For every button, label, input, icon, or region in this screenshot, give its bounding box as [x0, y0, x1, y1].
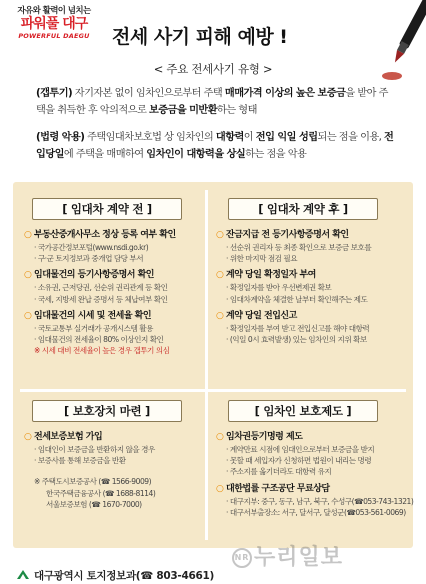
checklist-detail: · 확정일자를 받아 우선변제권 확보 — [226, 283, 332, 293]
logo-slogan: 자유와 활력이 넘치는 — [17, 6, 91, 16]
checklist-detail: · 확정일자를 부여 받고 전입신고를 해야 대항력 — [226, 323, 370, 333]
watermark — [232, 540, 343, 571]
checklist-item-label: 임대물건의 등기사항증명서 확인 — [34, 270, 154, 281]
checklist-item-label: 대한법률 구조공단 무료상담 — [226, 483, 330, 494]
quadrant-tenant — [216, 430, 414, 518]
definition-text: 자기자본 없이 임차인으로부터 주택 — [72, 88, 225, 99]
spacer — [24, 466, 204, 476]
checklist-detail: · 위한 마지막 점검 필요 — [226, 254, 298, 264]
checklist-detail: · 국가공간정보포털(www.nsdi.go.kr) — [34, 243, 149, 252]
definition-text: 하는 점을 악용 — [245, 148, 307, 160]
definition-body — [36, 88, 388, 116]
checklist-item — [216, 482, 404, 496]
definition-text: 하는 형태 — [217, 104, 257, 116]
logo — [6, 4, 102, 40]
checklist-detail: · (익일 0시 효력발생) 있는 임차인의 지위 확보 — [226, 335, 367, 345]
section-subtitle: < 주요 전세사기 유형 > — [153, 62, 273, 76]
circle-bullet-icon: ○ — [216, 230, 226, 240]
checklist-detail: · 임대차계약을 체결한 날부터 확인해주는 제도 — [226, 294, 368, 304]
checklist-detail: · 계약만료 시점에 임대인으로부터 보증금을 받지 — [226, 445, 375, 454]
definition-text: 에 주택을 매매하여 — [63, 148, 147, 160]
definition-highlight: 전입당일 — [36, 132, 394, 160]
definition-text: 주택임대차보호법 상 임차인의 — [84, 132, 216, 143]
definition-highlight: 대항력 — [215, 132, 244, 143]
checklist-detail: · 선순위 권리자 등 최종 확인으로 보증금 보호를 — [226, 243, 372, 252]
checklist-item — [24, 268, 204, 282]
quadrant-before — [24, 228, 204, 356]
watermark-text: 누리일보 — [254, 545, 344, 570]
divider-horizontal — [20, 389, 406, 392]
checklist-item — [216, 430, 404, 444]
checklist-item-label: 임대물건의 시세 및 전세율 확인 — [34, 310, 152, 321]
checklist-detail: · 보증사를 통해 보증금을 반환 — [34, 456, 126, 466]
divider-vertical — [205, 190, 208, 540]
definition-text: 되는 점을 이용, — [317, 132, 385, 143]
checklist-item — [216, 228, 404, 242]
heading-before-contract: [ 임대차 계약 전 ] — [32, 198, 182, 220]
checklist-item — [216, 268, 404, 282]
daegu-emblem-icon — [16, 568, 30, 580]
definition-text: 을 받아 주택을 취득한 후 악의적으로 — [36, 88, 388, 116]
circle-bullet-icon: ○ — [24, 432, 34, 442]
checklist-item-label: 계약 당일 확정일자 부여 — [226, 270, 316, 281]
circle-bullet-icon: ○ — [216, 310, 226, 321]
checklist-detail: · 임대물건의 전세율이 80% 이상인지 확인 — [34, 335, 164, 345]
checklist-detail: · 대구서부출장소: 서구, 달서구, 달성군(☎053-561-0069) — [226, 507, 406, 517]
circle-bullet-icon: ○ — [216, 270, 226, 281]
checklist-item — [24, 430, 204, 444]
heading-protection: [ 보호장치 마련 ] — [32, 400, 182, 422]
definition-law-abuse — [36, 130, 396, 163]
circle-bullet-icon: ○ — [24, 270, 34, 281]
definition-highlight: 전입 익일 성립 — [255, 132, 318, 143]
definition-highlight: 매매가격 이상의 높은 보증금 — [224, 88, 346, 99]
checklist-item — [24, 228, 204, 242]
definition-body — [36, 132, 393, 160]
definition-text: 이 — [243, 132, 256, 143]
heading-tenant-protection: [ 임차인 보호제도 ] — [228, 400, 378, 422]
checklist-detail: · 주소지를 옮기더라도 대항력 유지 — [226, 467, 332, 477]
contact-line: 서울보증보험 (☎ 1670-7000) — [46, 499, 142, 509]
checklist-detail: · 국세, 지방세 완납 증명서 등 체납여부 확인 — [34, 294, 168, 304]
checklist-detail: · 대구지부: 중구, 동구, 남구, 북구, 수성구(☎053-743-1321) — [226, 496, 414, 506]
circle-bullet-icon: ○ — [24, 310, 34, 321]
contact-line: ※ 주택도시보증공사 (☎ 1566-9009) — [34, 477, 152, 487]
definition-highlight: 임차인이 대항력을 상실 — [146, 148, 246, 160]
checklist-item — [216, 309, 404, 323]
circle-bullet-icon: ○ — [216, 432, 226, 442]
checklist-item — [24, 309, 204, 323]
checklist-detail: · 임대인이 보증금을 반환하지 않을 경우 — [34, 445, 155, 454]
checklist-item-label: 전세보증보험 가입 — [34, 432, 103, 442]
checklist-item-label: 계약 당일 전입신고 — [226, 310, 297, 321]
definition-gap-investment — [36, 86, 396, 119]
checklist-detail: · 못할 때 세입자가 신청하면 법원이 내리는 명령 — [226, 456, 372, 466]
checklist-detail: · 구·군 토지정보과 중개업 담당 부서 — [34, 254, 144, 264]
circle-bullet-icon: ○ — [24, 230, 34, 240]
logo-brand: 파워풀 대구 — [20, 16, 88, 32]
logo-english: POWERFUL DAEGU — [18, 32, 90, 40]
checklist-item-label: 잔금지급 전 등기사항증명서 확인 — [226, 230, 349, 240]
quadrant-protection — [24, 430, 204, 510]
definition-term: (법령 악용) — [36, 132, 85, 143]
footer-contact: 대구광역시 토지정보과(☎ 803-4661) — [34, 570, 215, 582]
checklist-item-label: 부동산중개사무소 정상 등록 여부 확인 — [34, 230, 176, 240]
contact-line: 한국주택금융공사 (☎ 1688-8114) — [46, 488, 156, 498]
watermark-badge: NR — [232, 548, 252, 568]
quadrant-after — [216, 228, 404, 345]
page-title: 전세 사기 피해 예방 ! — [112, 26, 288, 48]
heading-after-contract: [ 임대차 계약 후 ] — [228, 198, 378, 220]
checklist-item-label: 임차권등기명령 제도 — [226, 432, 303, 442]
checklist-detail: · 소유권, 근저당권, 선순위 권리관계 등 확인 — [34, 283, 168, 293]
checklist-detail: · 국토교통부 실거래가 공개시스템 활용 — [34, 323, 153, 333]
definition-term: (갭투기) — [36, 88, 73, 99]
definition-highlight: 보증금을 미반환 — [148, 104, 218, 116]
warning-note: ※ 시세 대비 전세율이 높은 경우 갭투기 의심 — [34, 346, 170, 356]
circle-bullet-icon: ○ — [216, 483, 226, 494]
